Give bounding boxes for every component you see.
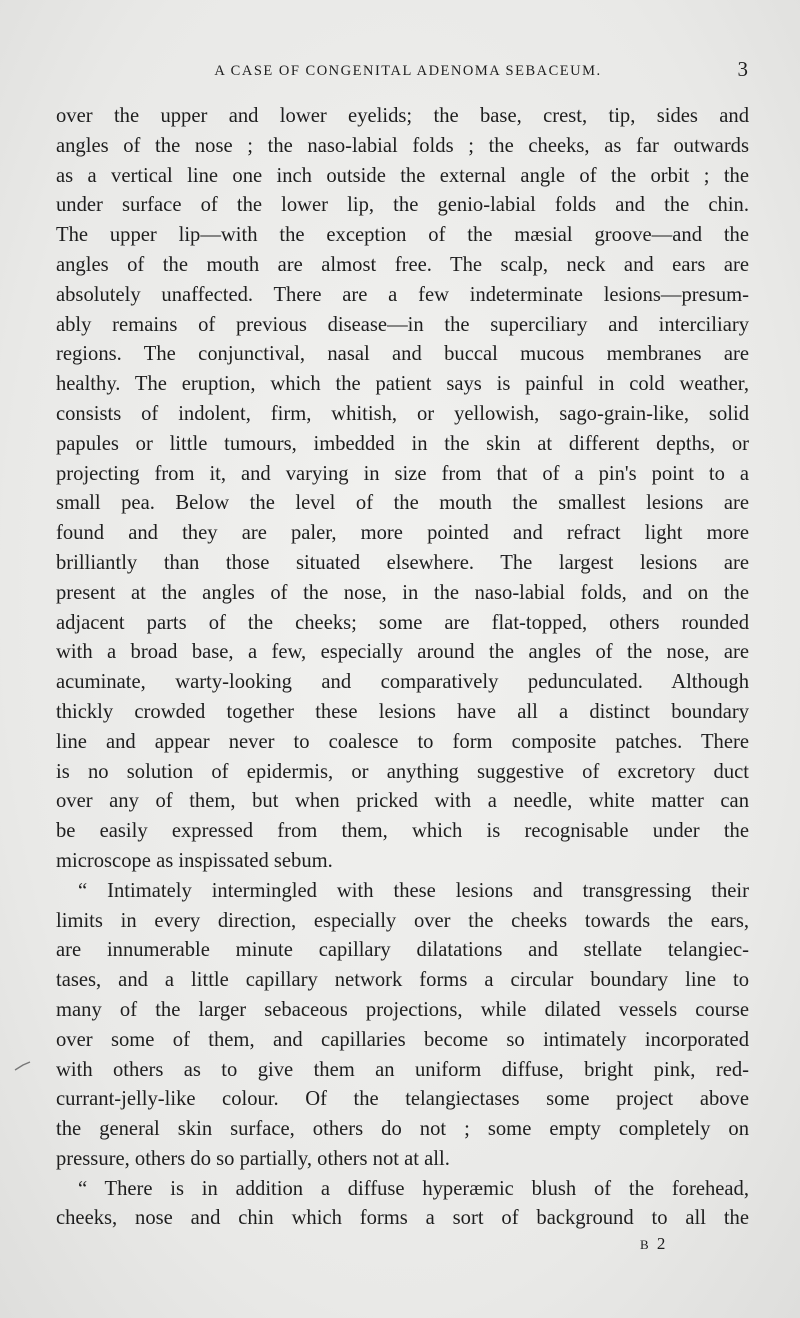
text-line: with others as to give them an uniform diffuse, bright pink, red- (56, 1058, 749, 1081)
text-line: regions. The conjunctival, nasal and buccal mucous membranes are (56, 343, 749, 366)
paragraph-start-line: “ Intimately intermingled with these lesions and transgressing their (78, 879, 749, 902)
text-line: currant-jelly-like colour. Of the telangiectases some project above (56, 1088, 749, 1111)
text-line: papules or little tumours, imbedded in the skin at different depths, or (56, 432, 749, 455)
text-line: healthy. The eruption, which the patient says is painful in cold weather, (56, 373, 749, 396)
text-line: thickly crowded together these lesions have all a distinct boundary (56, 700, 749, 723)
text-line: tases, and a little capillary network forms a circular boundary line to (56, 969, 749, 992)
text-line: acuminate, warty-looking and comparatively pedunculated. Although (56, 671, 749, 694)
text-line: angles of the nose ; the naso-labial folds ; the cheeks, as far outwards (56, 134, 749, 157)
text-line: ably remains of previous disease—in the superciliary and interciliary (56, 313, 749, 336)
text-line: absolutely unaffected. There are a few indeterminate lesions—presum- (56, 283, 749, 306)
text-line: is no solution of epidermis, or anything suggestive of excretory duct (56, 760, 749, 783)
text-line: over some of them, and capillaries become so intimately incorporated (56, 1028, 749, 1051)
paragraph-start-line: “ There is in addition a diffuse hyperæmic blush of the forehead, (78, 1177, 749, 1200)
text-line: be easily expressed from them, which is recognisable under the (56, 820, 749, 843)
text-line: line and appear never to coalesce to form composite patches. There (56, 730, 749, 753)
text-line: under surface of the lower lip, the genio-labial folds and the chin. (56, 194, 749, 217)
text-line: over the upper and lower eyelids; the base, crest, tip, sides and (56, 105, 749, 127)
text-line: over any of them, but when pricked with a needle, white matter can (56, 790, 749, 813)
text-line: projecting from it, and varying in size from that of a pin's point to a (56, 462, 749, 485)
text-line: found and they are paler, more pointed and refract light more (56, 522, 749, 545)
text-line: adjacent parts of the cheeks; some are flat-topped, others rounded (56, 611, 749, 634)
text-line: consists of indolent, firm, whitish, or yellowish, sago-grain-like, solid (56, 402, 749, 425)
text-line: cheeks, nose and chin which forms a sort of background to all the (56, 1207, 749, 1230)
margin-pencil-mark (14, 1060, 32, 1072)
text-line: with a broad base, a few, especially around the angles of the nose, are (56, 641, 749, 664)
running-title: A CASE OF CONGENITAL ADENOMA SEBACEUM. (214, 63, 602, 79)
text-line: brilliantly than those situated elsewhere. The largest lesions are (56, 551, 749, 574)
signature-letter: B (640, 1237, 651, 1252)
text-line: present at the angles of the nose, in the naso-labial folds, and on the (56, 581, 749, 604)
running-head (56, 57, 752, 87)
text-line: small pea. Below the level of the mouth the smallest lesions are (56, 492, 749, 515)
paragraph-end-line: microscope as inspissated sebum. (56, 849, 333, 872)
paragraph-end-line: pressure, others do so partially, others not at all. (56, 1147, 450, 1170)
body-text (56, 102, 749, 1234)
text-line: are innumerable minute capillary dilatations and stellate telangiec- (56, 939, 749, 962)
text-line: The upper lip—with the exception of the mæsial groove—and the (56, 224, 749, 247)
signature-mark (640, 1234, 667, 1254)
signature-number: 2 (656, 1234, 668, 1253)
text-line: the general skin surface, others do not ; some empty completely on (56, 1118, 749, 1141)
text-line: as a vertical line one inch outside the external angle of the orbit ; the (56, 164, 749, 187)
text-line: limits in every direction, especially over the cheeks towards the ears, (56, 909, 749, 932)
page-number: 3 (737, 57, 748, 81)
text-line: angles of the mouth are almost free. The scalp, neck and ears are (56, 253, 749, 276)
text-line: many of the larger sebaceous projections, while dilated vessels course (56, 998, 749, 1021)
